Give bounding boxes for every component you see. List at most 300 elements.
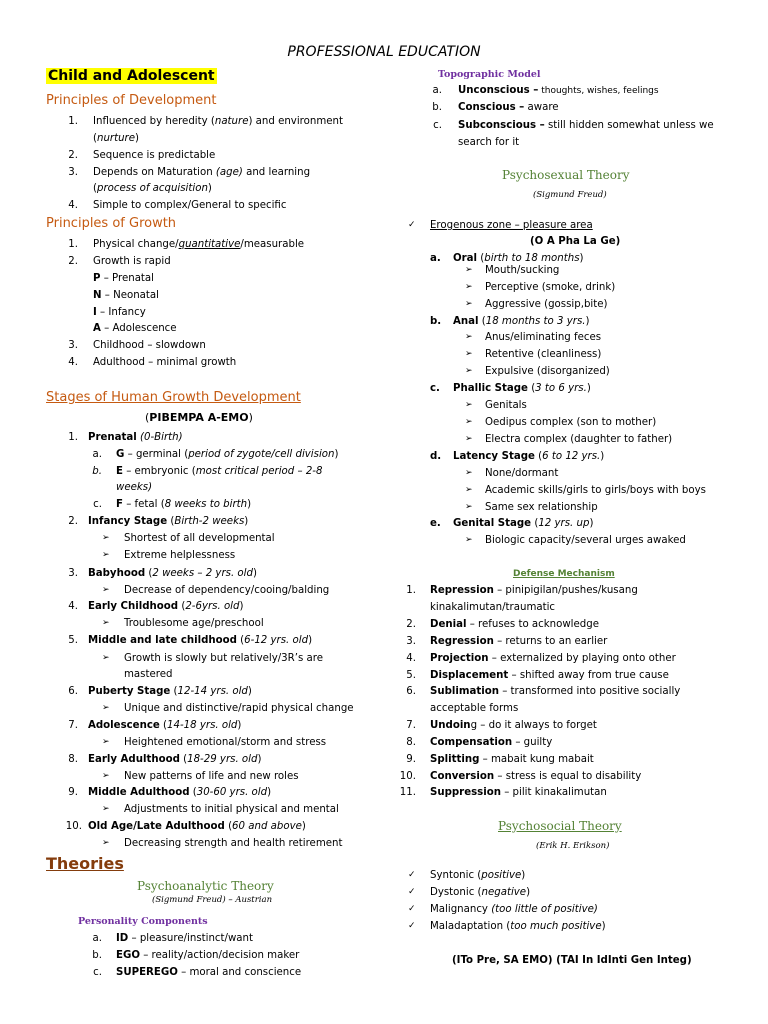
stage-item — [88, 634, 312, 647]
s7-b-text: Adolescence — [88, 720, 160, 731]
s8-x1-text: New patterns of life and new roles — [124, 771, 299, 782]
c-b-text: Phallic Stage — [453, 383, 528, 394]
mnemonic-text: PIBEMPA A-EMO — [149, 411, 249, 424]
e-t-text: ( — [531, 518, 539, 529]
s1-i-text: (0-Birth) — [136, 432, 183, 443]
s3-b-text: Babyhood — [88, 568, 146, 579]
list-item — [430, 618, 599, 631]
sup-b-text: SUPEREGO — [116, 967, 178, 978]
d-n-text: d. — [430, 451, 442, 462]
mnemonic-open-text: ( — [145, 411, 150, 424]
p-k-text: P — [93, 273, 101, 284]
arrow-bullet-icon: ➢ — [102, 585, 110, 595]
stage-item — [88, 685, 252, 698]
e-c-text: ) — [589, 518, 594, 529]
s6-b-text: Puberty Stage — [88, 686, 171, 697]
stage-item — [88, 753, 261, 766]
n-text: 1. — [406, 585, 416, 596]
s10-n-text: 10. — [65, 821, 82, 832]
s4-c-text: ) — [239, 601, 244, 612]
cont-c-text: ) — [135, 133, 139, 144]
s8-b-text: Early Adulthood — [88, 754, 180, 765]
t-text: – stress is equal to disability — [494, 771, 642, 782]
s5-x1b-text: mastered — [124, 669, 173, 680]
s4-x1-text: Troublesome age/preschool — [124, 618, 264, 629]
s6-n-text: 6. — [68, 686, 78, 697]
ego-t-text: – reality/action/decision maker — [139, 950, 300, 961]
e-b-text: Genital Stage — [453, 518, 532, 529]
arrow-bullet-icon: ➢ — [102, 533, 110, 543]
i1-c-text: /measurable — [240, 239, 305, 250]
n-text: 8. — [406, 737, 416, 748]
arrow-bullet-icon: ➢ — [102, 550, 110, 560]
stage-item — [88, 719, 241, 732]
d-x2-text: Academic skills/girls to girls/boys with boys — [485, 485, 706, 496]
i4i-text: too much positive — [510, 921, 602, 932]
arrow-bullet-icon: ➢ — [465, 485, 473, 495]
a-x1-text: Mouth/sucking — [485, 265, 560, 276]
arrow-bullet-icon: ➢ — [465, 502, 473, 512]
list-item — [93, 238, 304, 251]
a-b-text: Unconscious – — [458, 85, 539, 96]
s3-x1-text: Decrease of dependency/cooing/balding — [124, 585, 330, 596]
psychoanalytic-subtitle: (Sigmund Freud) – Austrian — [152, 895, 273, 905]
s3-t-text: ( — [145, 568, 153, 579]
stage-item — [453, 517, 593, 530]
s9-i-text: 30-60 yrs. old — [196, 787, 268, 798]
c-b-text: Subconscious – — [458, 120, 545, 131]
arrow-bullet-icon: ➢ — [102, 804, 110, 814]
sup-t-text: – moral and conscience — [177, 967, 302, 978]
s2-i-text: Birth-2 weeks — [174, 516, 245, 527]
list-item — [430, 920, 606, 933]
i-v-text: – Infancy — [96, 307, 146, 318]
n-v-text: – Neonatal — [101, 290, 159, 301]
list-item-p — [93, 272, 154, 285]
psychosocial-mnemonic: (ITo Pre, SA EMO) (TAI In IdInti Gen Integ) — [452, 955, 692, 966]
s9-c-text: ) — [267, 787, 272, 798]
list-item-cont — [93, 132, 139, 145]
list-item — [93, 115, 343, 128]
n-text: 3. — [406, 636, 416, 647]
list-item — [458, 84, 659, 98]
s1a-b-text: G — [116, 449, 125, 460]
e-i-text: 12 yrs. up — [538, 518, 590, 529]
a-t-text: ( — [477, 253, 485, 264]
s3-i-text: 2 weeks – 2 yrs. old — [152, 568, 253, 579]
n-k-text: N — [93, 290, 102, 301]
i2i-text: negative — [481, 887, 527, 898]
list-item — [430, 736, 552, 749]
a-text: Depends on Maturation — [93, 167, 216, 178]
psychosocial-heading: Psychosocial Theory — [498, 819, 622, 833]
s1a-t-text: – germinal ( — [124, 449, 189, 460]
a-x2-text: Perceptive (smoke, drink) — [485, 282, 616, 293]
list-item — [116, 932, 253, 945]
list-item — [430, 770, 641, 783]
s1b-t-text: – embryonic ( — [122, 466, 196, 477]
i1-b-text: quantitative — [178, 239, 241, 250]
c-i-text: 3 to 6 yrs. — [535, 383, 587, 394]
text-span — [116, 448, 338, 461]
arrow-bullet-icon: ➢ — [465, 535, 473, 545]
c-n-text: c. — [430, 383, 440, 394]
a-v-text: – Adolescence — [100, 323, 177, 334]
arrow-bullet-icon: ➢ — [465, 468, 473, 478]
i3i-text: (too little of positive) — [491, 904, 598, 915]
b-i-text: 18 months to 3 yrs. — [485, 316, 586, 327]
t-text: g – do it always to forget — [470, 720, 597, 731]
a-i-text: birth to 18 months — [484, 253, 580, 264]
list-item: Sequence is predictable — [93, 150, 216, 161]
id-t-text: – pleasure/instinct/want — [128, 933, 253, 944]
stage-item — [453, 315, 589, 328]
cont-a-text: ( — [93, 133, 97, 144]
d-x3-text: Same sex relationship — [485, 502, 598, 513]
i1-a-text: Physical change/ — [93, 239, 179, 250]
c-t-text: still hidden somewhat unless we — [544, 120, 714, 131]
s2-b-text: Infancy Stage — [88, 516, 168, 527]
arrow-bullet-icon: ➢ — [465, 282, 473, 292]
s10-t-text: ( — [224, 821, 233, 832]
c-t-text: ( — [527, 383, 536, 394]
i2-text: Dystonic ( — [430, 887, 482, 898]
list-item: Adulthood – minimal growth — [93, 357, 237, 368]
arrow-bullet-icon: ➢ — [465, 332, 473, 342]
b-t-text: ( — [478, 316, 486, 327]
stage-item — [88, 820, 306, 833]
list-item — [430, 669, 669, 682]
list-item — [93, 166, 310, 179]
t-text: – transformed into positive socially — [498, 686, 681, 697]
s1c-t-text: – fetal ( — [122, 499, 165, 510]
cont-b-text: process of acquisition — [96, 183, 208, 194]
n-text: 2. — [406, 619, 416, 630]
stage-item — [88, 431, 183, 444]
i1-text: Syntonic ( — [430, 870, 482, 881]
i1-n-text: 1. — [68, 239, 78, 250]
list-item — [430, 635, 607, 648]
id-n-text: a. — [92, 933, 102, 944]
list-item: Growth is rapid — [93, 256, 171, 267]
arrow-bullet-icon: ➢ — [102, 653, 110, 663]
list-item — [430, 903, 598, 916]
checkmark-icon: ✓ — [408, 921, 416, 931]
n-text: 7. — [406, 720, 416, 731]
t-text: – pinipigilan/pushes/kusang — [493, 585, 638, 596]
s5-c-text: ) — [308, 635, 313, 646]
i3-text: Malignancy — [430, 904, 492, 915]
s4-n-text: 4. — [68, 601, 78, 612]
theories-heading: Theories — [46, 854, 124, 873]
s3-c-text: ) — [252, 568, 257, 579]
s5-t-text: ( — [236, 635, 245, 646]
s2-t-text: ( — [167, 516, 175, 527]
psychosexual-subtitle: (Sigmund Freud) — [533, 190, 607, 200]
s4-b-text: Early Childhood — [88, 601, 179, 612]
n-text: 9. — [406, 754, 416, 765]
list-item: Childhood – slowdown — [93, 340, 206, 351]
s7-x1-text: Heightened emotional/storm and stress — [124, 737, 327, 748]
s1b-i-text: most critical period – 2-8 — [195, 466, 323, 477]
d-i-text: 6 to 12 yrs. — [542, 451, 601, 462]
i-k-text: I — [93, 307, 97, 318]
s10-c-text: ) — [301, 821, 306, 832]
t-text: – shifted away from true cause — [508, 670, 669, 681]
b-n-text: b. — [432, 102, 442, 113]
s1b-n-text: b. — [92, 466, 102, 477]
c-x1-text: Genitals — [485, 400, 527, 411]
a-k-text: A — [93, 323, 101, 334]
s1b-b-text: E — [116, 466, 123, 477]
b-text: Undoin — [430, 720, 471, 731]
list-item-a — [93, 322, 177, 335]
b-text: Sublimation — [430, 686, 499, 697]
s10-x1-text: Decreasing strength and health retirement — [124, 838, 343, 849]
e-x1-text: Biologic capacity/several urges awaked — [485, 535, 686, 546]
list-item — [116, 949, 299, 962]
d-t-text: ( — [534, 451, 543, 462]
d-b-text: Latency Stage — [453, 451, 535, 462]
psychosexual-heading: Psychosexual Theory — [502, 168, 630, 182]
list-item — [430, 652, 676, 665]
list-item-cont: acceptable forms — [430, 703, 519, 714]
list-item-i — [93, 306, 146, 319]
s5-x1-text: Growth is slowly but relatively/3R’s are — [124, 653, 323, 664]
b-c-text: ) — [585, 316, 590, 327]
c-x3-text: Electra complex (daughter to father) — [485, 434, 673, 445]
b-text: Denial — [430, 619, 467, 630]
list-item-cont: kinakalimutan/traumatic — [430, 602, 556, 613]
b-b-text: Anal — [453, 316, 479, 327]
cont-c-text: ) — [207, 183, 212, 194]
arrow-bullet-icon: ➢ — [102, 618, 110, 628]
s1c-n-text: c. — [93, 499, 102, 510]
list-item — [116, 966, 301, 979]
b-text: Repression — [430, 585, 494, 596]
a-text: Influenced by heredity ( — [93, 116, 215, 127]
arrow-bullet-icon: ➢ — [465, 400, 473, 410]
stages-heading: Stages of Human Growth Development — [46, 390, 301, 405]
b-text: Regression — [430, 636, 494, 647]
t-text: – refuses to acknowledge — [466, 619, 599, 630]
d-x1-text: None/dormant — [485, 468, 559, 479]
stages-mnemonic — [145, 411, 253, 424]
s7-t-text: ( — [159, 720, 168, 731]
c-x2-text: Oedipus complex (son to mother) — [485, 417, 657, 428]
s9-n-text: 9. — [68, 787, 78, 798]
c-t2-text: search for it — [458, 137, 520, 148]
s7-c-text: ) — [237, 720, 242, 731]
s6-c-text: ) — [247, 686, 252, 697]
arrow-bullet-icon: ➢ — [102, 771, 110, 781]
s1-n-text: 1. — [68, 432, 78, 443]
b-b-text: Conscious – — [458, 102, 525, 113]
s5-n-text: 5. — [68, 635, 78, 646]
a-n-text: a. — [432, 85, 442, 96]
c-text: ) and environment — [248, 116, 343, 127]
c-c-text: ) — [586, 383, 591, 394]
e-n-text: e. — [430, 518, 441, 529]
erog-text: Erogenous zone – pleasure area — [430, 220, 593, 231]
s5-i-text: 6-12 yrs. old — [244, 635, 309, 646]
b-text: Suppression — [430, 787, 501, 798]
stage-item — [88, 567, 257, 580]
cont-a-text: ( — [93, 183, 97, 194]
p-v-text: – Prenatal — [100, 273, 155, 284]
s6-i-text: 12-14 yrs. old — [177, 686, 248, 697]
n-text: 1. — [68, 116, 78, 127]
s1c-i-text: 8 weeks to birth — [164, 499, 248, 510]
list-item-n — [93, 289, 159, 302]
t-text: – externalized by playing onto other — [488, 653, 676, 664]
s7-i-text: 14-18 yrs. old — [167, 720, 238, 731]
ego-n-text: b. — [92, 950, 102, 961]
text-span — [116, 465, 322, 478]
c-text: and learning — [242, 167, 311, 178]
checkmark-icon: ✓ — [408, 220, 416, 230]
a-x3-text: Aggressive (gossip,bite) — [485, 299, 608, 310]
list-item-cont — [93, 182, 212, 195]
psychosocial-subtitle: (Erik H. Erikson) — [536, 841, 610, 851]
personality-components-heading: Personality Components — [78, 916, 208, 927]
s7-n-text: 7. — [68, 720, 78, 731]
list-item: Simple to complex/General to specific — [93, 200, 287, 211]
i2c-text: ) — [526, 887, 531, 898]
i2-n-text: 2. — [68, 256, 78, 267]
s1c-b-text: F — [116, 499, 123, 510]
b-text: Conversion — [430, 771, 495, 782]
n-text: 2. — [68, 150, 78, 161]
defense-mechanism-heading: Defense Mechanism — [513, 569, 615, 579]
s5-b-text: Middle and late childhood — [88, 635, 237, 646]
arrow-bullet-icon: ➢ — [465, 366, 473, 376]
i4c-text: ) — [601, 921, 606, 932]
arrow-bullet-icon: ➢ — [102, 737, 110, 747]
stage-item — [88, 786, 271, 799]
s1b-i2-text: weeks) — [116, 482, 153, 493]
sup-n-text: c. — [93, 967, 102, 978]
b-t-text: aware — [524, 102, 559, 113]
s9-b-text: Middle Adulthood — [88, 787, 190, 798]
b-text: Splitting — [430, 754, 480, 765]
n-text: 3. — [68, 167, 78, 178]
list-item — [430, 886, 530, 899]
checkmark-icon: ✓ — [408, 887, 416, 897]
s9-t-text: ( — [189, 787, 197, 798]
i1c-text: ) — [521, 870, 526, 881]
s2-c-text: ) — [244, 516, 249, 527]
c-n-text: c. — [433, 120, 442, 131]
child-adolescent-text: Child and Adolescent — [48, 68, 215, 84]
b-x3-text: Expulsive (disorganized) — [485, 366, 610, 377]
arrow-bullet-icon: ➢ — [465, 299, 473, 309]
s2-x2-text: Extreme helplessness — [124, 550, 236, 561]
list-item — [430, 685, 680, 698]
s10-i-text: 60 and above — [232, 821, 302, 832]
n-text: 11. — [399, 787, 416, 798]
b-x1-text: Anus/eliminating feces — [485, 332, 602, 343]
n-text: 4. — [68, 200, 78, 211]
checkmark-icon: ✓ — [408, 870, 416, 880]
page-title: PROFESSIONAL EDUCATION — [287, 44, 481, 60]
s8-t-text: ( — [179, 754, 188, 765]
n-text: 5. — [406, 670, 416, 681]
psychoanalytic-heading: Psychoanalytic Theory — [137, 879, 274, 893]
stage-item — [88, 600, 243, 613]
s10-b-text: Old Age/Late Adulthood — [88, 821, 225, 832]
arrow-bullet-icon: ➢ — [102, 838, 110, 848]
b-text: (age) — [215, 167, 243, 178]
arrow-bullet-icon: ➢ — [465, 349, 473, 359]
s8-i-text: 18-29 yrs. old — [187, 754, 258, 765]
b-text: Displacement — [430, 670, 509, 681]
arrow-bullet-icon: ➢ — [102, 703, 110, 713]
s8-c-text: ) — [257, 754, 262, 765]
list-item — [430, 719, 597, 732]
n-text: 10. — [399, 771, 416, 782]
b-n-text: b. — [430, 316, 442, 327]
s3-n-text: 3. — [68, 568, 78, 579]
t-text: – mabait kung mabait — [479, 754, 594, 765]
mnemonic-close-text: ) — [248, 411, 253, 424]
arrow-bullet-icon: ➢ — [465, 434, 473, 444]
b-text: Projection — [430, 653, 489, 664]
section-heading-child-adolescent — [46, 70, 217, 84]
s2-n-text: 2. — [68, 516, 78, 527]
s4-i-text: 2-6yrs. old — [185, 601, 240, 612]
s1a-n-text: a. — [92, 449, 102, 460]
i3-n-text: 3. — [68, 340, 78, 351]
stage-item — [88, 515, 248, 528]
arrow-bullet-icon: ➢ — [465, 265, 473, 275]
s9-x1-text: Adjustments to initial physical and mental — [124, 804, 339, 815]
mnemonic-text: (O A Pha La Ge) — [530, 236, 621, 247]
s6-t-text: ( — [170, 686, 178, 697]
n-text: 4. — [406, 653, 416, 664]
s8-n-text: 8. — [68, 754, 78, 765]
b-text: Compensation — [430, 737, 513, 748]
text-span — [116, 498, 251, 511]
principles-growth-heading: Principles of Growth — [46, 216, 177, 231]
arrow-bullet-icon: ➢ — [465, 417, 473, 427]
list-item — [430, 584, 638, 597]
topographic-heading: Topographic Model — [438, 69, 541, 80]
i1i-text: positive — [481, 870, 522, 881]
t-text: – guilty — [512, 737, 553, 748]
ego-b-text: EGO — [116, 950, 140, 961]
t-text: – pilit kinakalimutan — [500, 787, 607, 798]
s1a-i-text: period of zygote/cell division — [188, 449, 335, 460]
s4-t-text: ( — [178, 601, 186, 612]
list-item — [458, 101, 559, 114]
n-text: 6. — [406, 686, 416, 697]
b-x2-text: Retentive (cleanliness) — [485, 349, 602, 360]
a-c-text: ) — [579, 253, 584, 264]
t-text: – returns to an earlier — [493, 636, 608, 647]
list-item — [430, 753, 594, 766]
stage-item — [453, 382, 591, 395]
s1a-c-text: ) — [334, 449, 339, 460]
a-b-text: Oral — [453, 253, 478, 264]
checkmark-icon: ✓ — [408, 904, 416, 914]
s6-x1-text: Unique and distinctive/rapid physical change — [124, 703, 354, 714]
id-b-text: ID — [116, 933, 129, 944]
i4-text: Maladaptation ( — [430, 921, 511, 932]
cont-b-text: nurture — [96, 133, 135, 144]
a-t-text: thoughts, wishes, feelings — [538, 86, 659, 96]
b-text: nature — [214, 116, 249, 127]
